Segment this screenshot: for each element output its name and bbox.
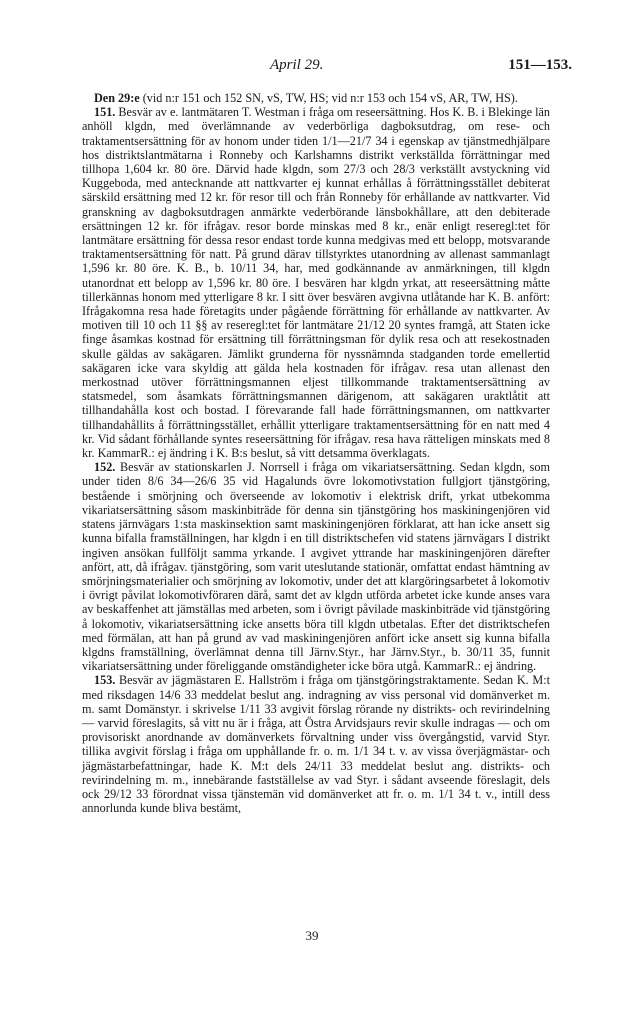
page-header [0,55,624,79]
section-range: 151—153. [508,57,572,73]
section-151 [82,105,550,460]
section-number: 151. [94,105,116,120]
section-152 [82,460,550,673]
section-text: Besvär av jägmästaren E. Hallström i fråga om tjänstgöringstraktamente. Sedan K. M:t med riksdagen 14/6 33 meddelat beslut ang. indragning av viss personal vid domänverket m. m. samt Domänstyr. i skrivelse 1/11 33 avgivit förslag rörande ny distrikts- och revirindelning — varvid föreslagits, så vitt nu är i fråga, att Östra Arvidsjaurs revir skulle indragas — och om provisoriskt anordnande av domänverkets förvaltning under viss övergångstid, varvid Styr. tillika avgivit förslag i fråga om upphållande fr. o. m. 1/1 34 t. v. av vissa överjägmästar- och jägmästarbefattningar, hade K. M:t dels 24/11 33 meddelat beslut ang. distrikts- och revirindelning m. m., innebärande fastställelse av vad Styr. i sådant avseende föreslagit, dels ock 29/12 33 förordnat vissa tjänstemän vid domänverket att fr. o. m. 1/1 34 t. v., intill dess annorlunda kunde bliva bestämt, [82,673,550,816]
page-number: 39 [305,928,319,943]
body-text [82,91,550,815]
section-153 [82,673,550,815]
page-footer [0,928,624,944]
date-references: (vid n:r 151 och 152 SN, vS, TW, HS; vid n:r 153 och 154 vS, AR, TW, HS). [142,91,518,105]
section-text: Besvär av stationskarlen J. Norrsell i fråga om vikariatsersättning. Sedan klgdn, som under tiden 8/6 34—26/6 35 vid Hagalunds övre lokomotivstation fullgjort tjänstgöring, bestående i smörjning och överseende av lokomotiv i elektrisk drift, yrkat utbekomma vikariatsersättning såsom maskinbiträde för denna sin tjänstgöring hos maskiningenjören vid statens järnvägars 1:sta maskinsektion samt maskiningenjören förklarat, att han icke ansett sig kunna bifalla framställningen, har klgdn i en till distriktschefen vid statens järnvägars I distrikt ingiven ansökan fullföljt samma yrkande. I avgivet yttrande har maskiningenjören därefter anfört, att, då ifrågav. tjänstgöring, som varit uteslutande stationär, omfattat endast hämtning av smörjningsmaterialier och smörjning av lokomotiv, under det att klargöringsarbetet å lokomotiv i övrigt påvilat lokomotivföraren därå, samt det av klgdn utförda arbetet icke kunde anses vara av beskaffenhet att jämställas med arbeten, som i övrigt påvilade maskinbiträde vid tjänstgöring å lokomotiv, vikariatsersättning icke ansetts böra till klgdn utbetalas. Efter det distriktschefen med förmälan, att han på grund av vad maskiningenjören anfört icke ansett sig kunna bifalla klgdns framställning, överlämnat denna till Järnv.Styr., har Järnv.Styr., b. 30/11 35, funnit vikariatsersättning under föreliggande omständigheter icke böra utgå. KammarR.: ej ändring. [82,460,550,674]
running-head: April 29. [270,57,324,73]
date-heading: Den 29:e [94,91,140,105]
section-text: Besvär av e. lantmätaren T. Westman i fråga om reseersättning. Hos K. B. i Blekinge län anhöll klgdn, med överlämnande av vederbörliga dagboksutdrag, om rese- och traktamentsersättning för av honom under tiden 1/1—21/7 34 i egenskap av tjänstmedhjälpare hos distriktslantmätarna i Ronneby och Karlshamns distrikt verkställda förrättningar med tillhopa 1,604 kr. 80 öre. Därvid hade klgdn, som 27/3 och 28/3 verkställt avstyckning vid Kuggeboda, med antecknande att nattkvarter ej kunnat erhållas å förrättningsstället debiterat särskild ersättning med 12 kr. för resor till och från Ronneby för erhållande av nattkvarter. Vid granskning av dagboksutdragen anmärkte vederbörande länsbokhållare, att den debiterade ersättningen 12 kr. för ifrågav. resor borde minskas med 8 kr., enär enligt reseregl:tet för lantmätare ersättning för dessa resor endast torde kunna medgivas med ett belopp, motsvarande traktamentsersättning för natt. På grund därav tillstyrktes utanordning av allenast sammanlagt 1,596 kr. 80 öre. K. B., b. 10/11 34, har, med godkännande av anmärkningen, till klgdn utanordnat ett belopp av 1,596 kr. 80 öre. I besvären har klgdn yrkat, att reseersättning måtte tillerkännas honom med ytterligare 8 kr. I sitt över besvären avgivna utlåtande har K. B. anfört: Ifrågakomna resa hade företagits under pågående förrättning för erhållande av nattkvarter. Av motiven till 10 och 11 §§ av reseregl:tet för lantmätare 21/12 20 syntes framgå, att Staten icke finge åsamkas kostnad för ersättning till förrättningsman för dylik resa och att resekostnaden skulle gäldas av sakägaren. Jämlikt grunderna för nyssnämnda stadganden torde emellertid sakägaren icke vara skyldig att gälda hela kostnaden för ifrågav. resa utan allenast den merkostnad utöver förrättningsmannen eljest tillkommande traktamentsersättning av statsmedel, som åsamkats förrättningsmannen därigenom, att sakägaren uraktlåtit att tillhandahålla kost och bostad. I förevarande fall hade förrättningsmannen, om nattkvarter tillhandahållits å förrättningsstället, erhållit ytterligare traktamentsersättning för en natt med 4 kr. Vid sådant förhållande syntes reseersättning för ifrågav. resa hava rätteligen minskats med 8 kr. KammarR.: ej ändring i K. B:s beslut, så vitt detsamma överklagats. [82,105,550,461]
section-number: 152. [94,460,116,475]
section-number: 153. [94,673,116,688]
date-line [82,91,550,105]
